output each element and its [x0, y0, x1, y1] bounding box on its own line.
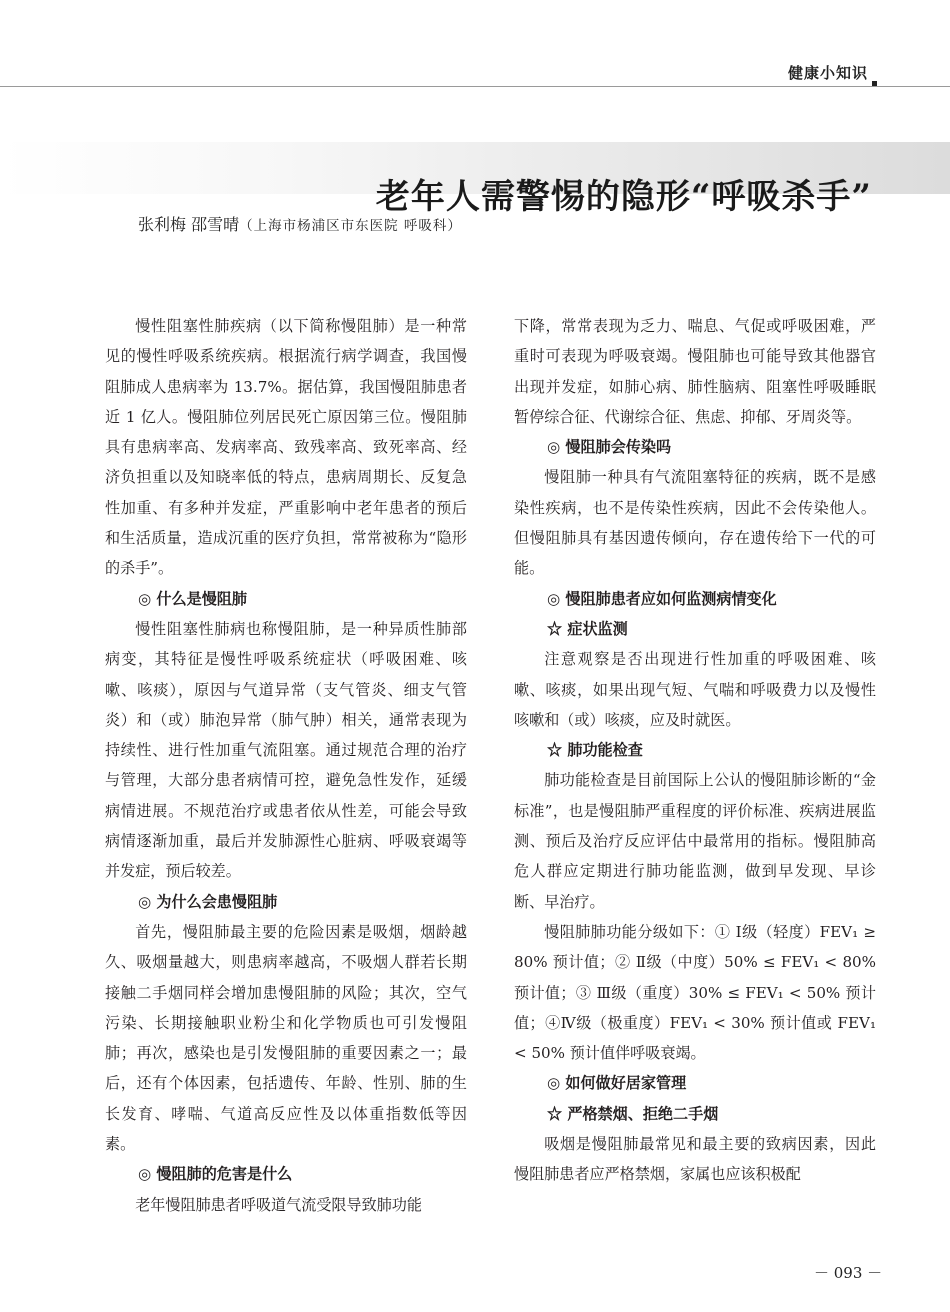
- article-title: 老年人需警惕的隐形“呼吸杀手”: [375, 176, 872, 217]
- section-heading: ◎ 慢阻肺患者应如何监测病情变化: [547, 589, 777, 608]
- subsection-heading: ☆ 严格禁烟、拒绝二手烟: [547, 1104, 719, 1123]
- affiliation: （上海市杨浦区市东医院 呼吸科）: [239, 218, 462, 234]
- paragraph: 慢性阻塞性肺病也称慢阻肺，是一种异质性肺部病变，其特征是慢性呼吸系统症状（呼吸困难、咳嗽、咳痰），原因与气道异常（支气管炎、细支气管炎）和（或）肺泡异常（肺气肿）相关，通常表现为持续性、进行性加重气流阻塞。通过规范合理的治疗与管理，大部分患者病情可控，避免急性发作，延缓病情进展。不规范治疗或患者依从性差，可能会导致病情逐渐加重，最后并发肺源性心脏病、呼吸衰竭等并发症，预后较差。: [105, 619, 467, 881]
- section-heading: ◎ 如何做好居家管理: [547, 1074, 687, 1093]
- section-heading: ◎ 为什么会患慢阻肺: [138, 892, 278, 911]
- section-heading: ◎ 慢阻肺会传染吗: [547, 438, 672, 457]
- paragraph: 慢阻肺肺功能分级如下：① Ⅰ级（轻度）FEV₁ ≥ 80% 预计值；② Ⅱ级（中度）50% ≤ FEV₁ < 80% 预计值；③ Ⅲ级（重度）30% ≤ FEV₁ < 50% 预计值；④Ⅳ级（极重度）FEV₁ < 30% 预计值或 FEV₁ < 50% 预计值伴呼吸衰竭。: [514, 922, 876, 1063]
- header-rule: [0, 86, 950, 87]
- section-label: 健康小知识: [787, 64, 868, 82]
- section-marker: [872, 81, 877, 86]
- paragraph: 吸烟是慢阻肺最常见和最主要的致病因素，因此慢阻肺患者应严格禁烟，家属也应该积极配: [514, 1135, 876, 1184]
- subsection-heading: ☆ 症状监测: [547, 619, 628, 638]
- right-column: [514, 311, 876, 1190]
- paragraph: 注意观察是否出现进行性加重的呼吸困难、咳嗽、咳痰，如果出现气短、气喘和呼吸费力以及慢性咳嗽和（或）咳痰，应及时就医。: [514, 650, 876, 729]
- left-column: [105, 311, 467, 1220]
- paragraph: 老年慢阻肺患者呼吸道气流受限导致肺功能: [135, 1195, 422, 1214]
- subsection-heading: ☆ 肺功能检查: [547, 741, 643, 760]
- paragraph: 首先，慢阻肺最主要的危险因素是吸烟，烟龄越久、吸烟量越大，则患病率越高，不吸烟人群若长期接触二手烟同样会增加患慢阻肺的风险；其次，空气污染、长期接触职业粉尘和化学物质也可引发慢阻肺；再次，感染也是引发慢阻肺的重要因素之一；最后，还有个体因素，包括遗传、年龄、性别、肺的生长发育、哮喘、气道高反应性及以体重指数低等因素。: [105, 922, 467, 1154]
- byline: [138, 212, 462, 235]
- section-heading: ◎ 什么是慢阻肺: [138, 589, 247, 608]
- authors: 张利梅 邵雪晴: [138, 215, 240, 234]
- paragraph: 肺功能检查是目前国际上公认的慢阻肺诊断的“金标准”，也是慢阻肺严重程度的评价标准、疾病进展监测、预后及治疗反应评估中最常用的指标。慢阻肺高危人群应定期进行肺功能监测，做到早发现、早诊断、早治疗。: [514, 771, 876, 911]
- page-number: － 093 －: [814, 1264, 883, 1282]
- paragraph: 慢阻肺一种具有气流阻塞特征的疾病，既不是感染性疾病，也不是传染性疾病，因此不会传染他人。但慢阻肺具有基因遗传倾向，存在遗传给下一代的可能。: [514, 468, 876, 578]
- paragraph-continued: 下降，常常表现为乏力、喘息、气促或呼吸困难，严重时可表现为呼吸衰竭。慢阻肺也可能导致其他器官出现并发症，如肺心病、肺性脑病、阻塞性呼吸睡眠暂停综合征、代谢综合征、焦虑、抑郁、牙周炎等。: [514, 317, 876, 426]
- paragraph: 慢性阻塞性肺疾病（以下简称慢阻肺）是一种常见的慢性呼吸系统疾病。根据流行病学调查，我国慢阻肺成人患病率为 13.7%。据估算，我国慢阻肺患者近 1 亿人。慢阻肺位列居民死亡原因第三位。慢阻肺具有患病率高、发病率高、致残率高、致死率高、经济负担重以及知晓率低的特点，患病周期长、反复急性加重、有多种并发症，严重影响中老年患者的预后和生活质量，造成沉重的医疗负担，常常被称为“隐形的杀手”。: [105, 317, 467, 578]
- section-heading: ◎ 慢阻肺的危害是什么: [138, 1165, 293, 1184]
